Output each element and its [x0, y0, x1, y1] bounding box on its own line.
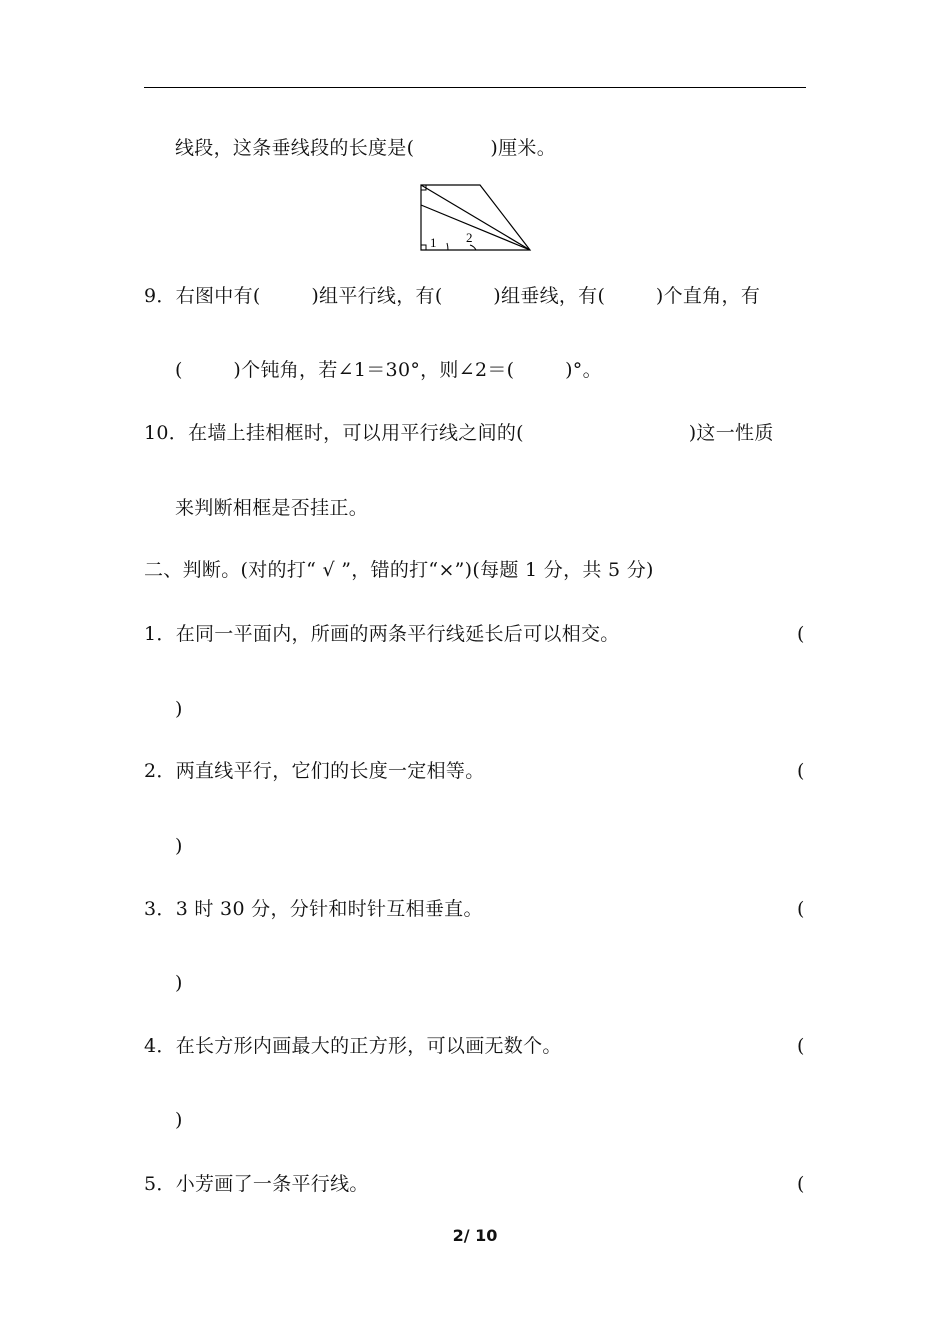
answer-close-paren: )	[175, 835, 183, 857]
judge-item-5: 5．小芳画了一条平行线。	[144, 1173, 369, 1195]
judge-item-4: 4．在长方形内画最大的正方形，可以画无数个。	[144, 1035, 562, 1057]
angle-1-label: 1	[430, 235, 437, 250]
answer-open-paren: (	[797, 623, 805, 645]
judge-item-3: 3．3 时 30 分，分针和时针互相垂直。	[144, 898, 483, 920]
answer-close-paren: )	[175, 972, 183, 994]
judge-item-1: 1．在同一平面内，所画的两条平行线延长后可以相交。	[144, 623, 620, 645]
page-number: 2/ 10	[452, 1226, 498, 1245]
section-2-title: 二、判断。(对的打“ √ ”，错的打“×”)(每题 1 分，共 5 分)	[144, 559, 654, 581]
continuation-line: 线段，这条垂线段的长度是( )厘米。	[175, 137, 557, 159]
question-9-line2: ( )个钝角，若∠1＝30°，则∠2＝( )°。	[175, 359, 602, 381]
question-10-line1: 10．在墙上挂相框时，可以用平行线之间的( )这一性质	[144, 422, 774, 444]
question-9-line1: 9．右图中有( )组平行线，有( )组垂线，有( )个直角，有	[144, 285, 761, 307]
answer-open-paren: (	[797, 898, 805, 920]
answer-open-paren: (	[797, 760, 805, 782]
answer-open-paren: (	[797, 1035, 805, 1057]
answer-open-paren: (	[797, 1173, 805, 1195]
header-rule	[144, 87, 806, 88]
question-10-line2: 来判断相框是否挂正。	[175, 497, 369, 519]
trapezoid-figure	[416, 180, 536, 256]
answer-close-paren: )	[175, 698, 183, 720]
judge-item-2: 2．两直线平行，它们的长度一定相等。	[144, 760, 485, 782]
answer-close-paren: )	[175, 1109, 183, 1131]
angle-2-label: 2	[466, 230, 473, 245]
